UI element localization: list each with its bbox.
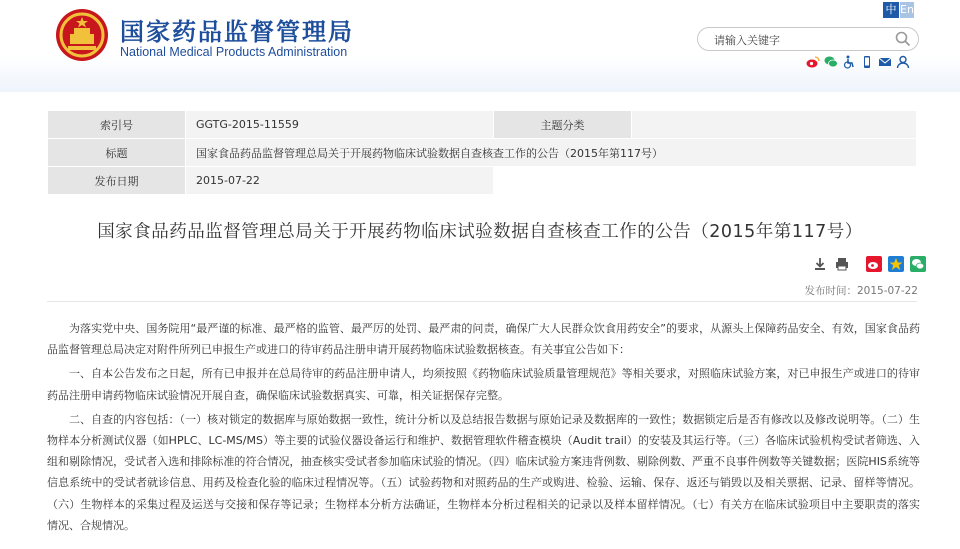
table-row bbox=[48, 167, 917, 195]
header-icon-bar bbox=[806, 55, 910, 71]
email-icon[interactable] bbox=[878, 55, 892, 69]
date-value: 2015-07-22 bbox=[186, 167, 494, 195]
qzone-share-icon[interactable] bbox=[888, 256, 904, 272]
paragraph: 二、自查的内容包括：（一）核对锁定的数据库与原始数据一致性，统计分析以及总结报告数据与原始记录及数据库的一致性；数据锁定后是否有修改以及修改说明等。（二）生物样本分析测试仪器（如HPLC、LC-MS/MS）等主要的试验仪器设备运行和维护、数据管理软件稽查模块（Audit trail）的安装及其运行等。（三）各临床试验机构受试者筛选、入组和剔除情况，受试者入选和排除标准的符合情况，抽查核实受试者参加临床试验的情况。（四）临床试验方案违背例数、剔除例数、严重不良事件例数等关键数据；医院HIS系统等信息系统中的受试者就诊信息、用药及检查化验的临床过程情况等。（五）试验药物和对照药品的生产或购进、检验、运输、保存、返还与销毁以及相关票据、记录、留样等情况。（六）生物样本的采集过程及运送与交接和保存等记录；生物样本分析方法确证，生物样本分析过程相关的记录以及样本留样情况。（七）有关方在临床试验项目中主要职责的落实情况、合规情况。 bbox=[47, 412, 920, 532]
national-emblem-icon[interactable] bbox=[55, 8, 109, 62]
article-body bbox=[47, 318, 920, 539]
weibo-share-icon[interactable] bbox=[866, 256, 882, 272]
user-icon[interactable] bbox=[896, 55, 910, 69]
metadata-table bbox=[47, 110, 917, 195]
category-label: 主题分类 bbox=[494, 111, 632, 139]
accessibility-icon[interactable] bbox=[842, 55, 856, 69]
search-icon[interactable] bbox=[894, 30, 912, 48]
site-header bbox=[0, 0, 960, 92]
language-en-button[interactable]: En bbox=[900, 3, 914, 16]
table-row bbox=[48, 139, 917, 167]
search-box bbox=[697, 27, 919, 51]
site-logo-title[interactable]: 国家药品监督管理局 bbox=[120, 18, 354, 46]
index-label: 索引号 bbox=[48, 111, 186, 139]
site-logo-subtitle[interactable]: National Medical Products Administration bbox=[120, 45, 348, 59]
table-row bbox=[48, 111, 917, 139]
title-value: 国家食品药品监督管理总局关于开展药物临床试验数据自查核查工作的公告（2015年第117号） bbox=[186, 139, 917, 167]
search-input[interactable] bbox=[712, 31, 886, 49]
print-icon[interactable] bbox=[834, 256, 850, 272]
article-tools bbox=[812, 256, 926, 272]
mobile-icon[interactable] bbox=[860, 55, 874, 69]
title-label: 标题 bbox=[48, 139, 186, 167]
date-label: 发布日期 bbox=[48, 167, 186, 195]
article-title: 国家食品药品监督管理总局关于开展药物临床试验数据自查核查工作的公告（2015年第117号） bbox=[97, 222, 863, 242]
empty-cell bbox=[494, 167, 917, 195]
download-icon[interactable] bbox=[812, 256, 828, 272]
index-value: GGTG-2015-11559 bbox=[186, 111, 494, 139]
wechat-share-icon[interactable] bbox=[910, 256, 926, 272]
paragraph: 一、自本公告发布之日起，所有已申报并在总局待审的药品注册申请人，均须按照《药物临床试验质量管理规范》等相关要求，对照临床试验方案，对已申报生产或进口的待审药品注册申请药物临床试验情况开展自查，确保临床试验数据真实、可靠，相关证据保存完整。 bbox=[47, 367, 920, 402]
publish-time: 发布时间：2015-07-22 bbox=[804, 285, 918, 297]
paragraph: 为落实党中央、国务院用“最严谨的标准、最严格的监管、最严厉的处罚、最严肃的问责，确保广大人民群众饮食用药安全”的要求，从源头上保障药品安全、有效，国家食品药品监督管理总局决定对附件所列已申报生产或进口的待审药品注册申请开展药物临床试验数据核查。有关事宜公告如下： bbox=[47, 322, 920, 357]
wechat-icon[interactable] bbox=[824, 55, 838, 69]
language-zh-button[interactable]: 中 bbox=[883, 2, 899, 18]
weibo-icon[interactable] bbox=[806, 55, 820, 69]
divider bbox=[47, 301, 917, 302]
category-value bbox=[632, 111, 917, 139]
